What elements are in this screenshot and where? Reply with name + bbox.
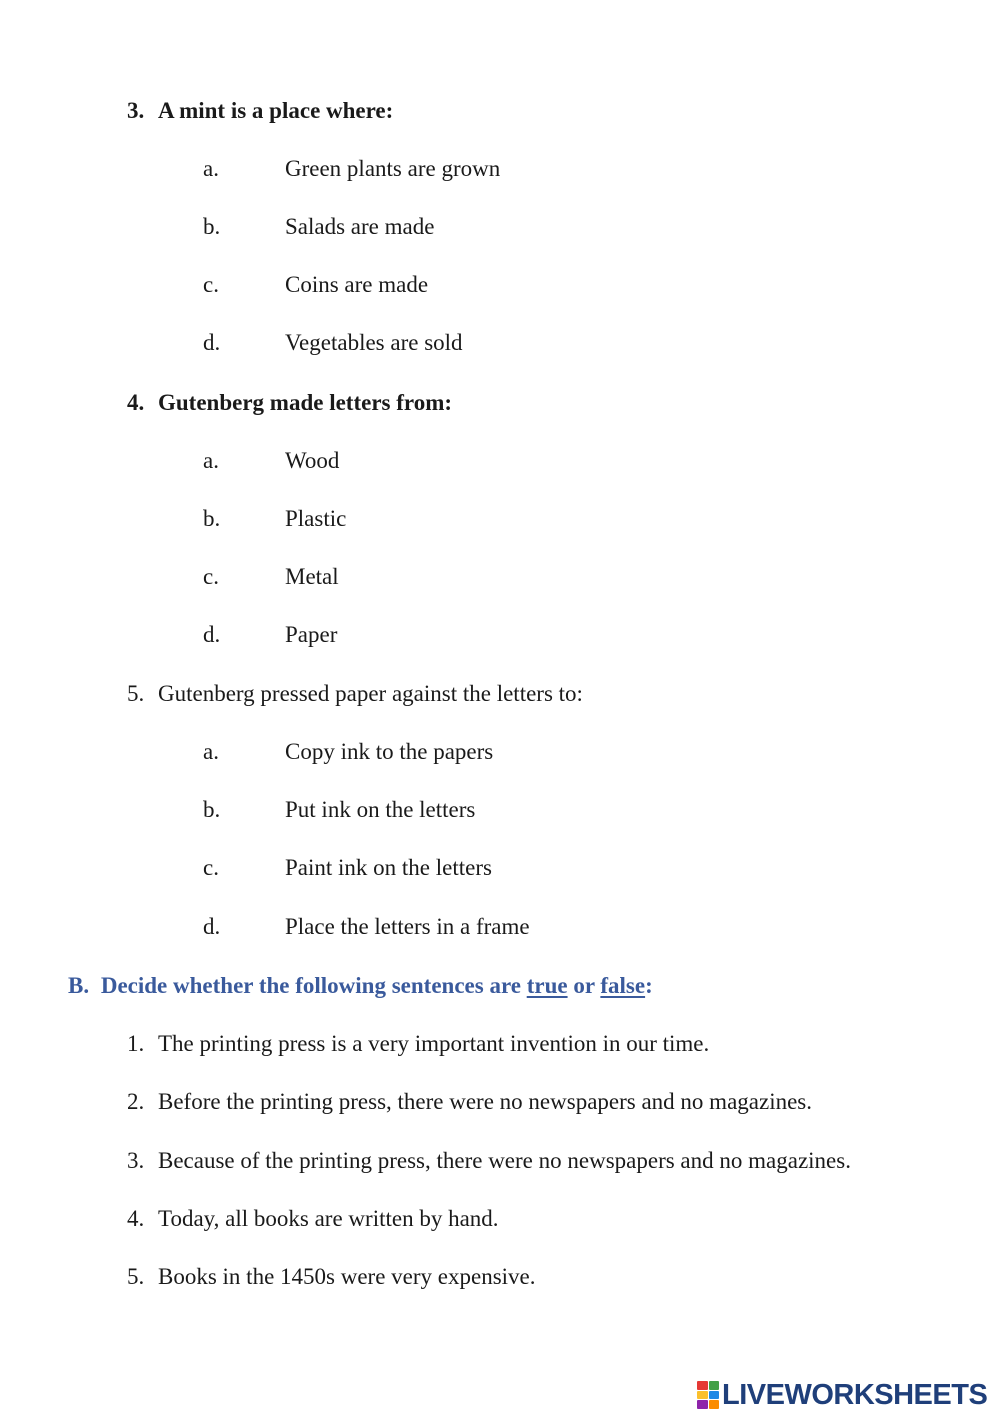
option-letter: b. — [203, 506, 221, 531]
tf-number: 2. — [127, 1089, 145, 1114]
option-letter: d. — [203, 330, 221, 355]
option-text[interactable]: Green plants are grown — [285, 156, 501, 181]
tf-sentence: Today, all books are written by hand. — [158, 1206, 499, 1231]
liveworksheets-logo — [697, 1378, 987, 1412]
option-letter: c. — [203, 272, 219, 297]
question-text: A mint is a place where: — [158, 98, 394, 123]
question-number: 5. — [127, 681, 145, 706]
question-number: 4. — [127, 390, 145, 415]
option-letter: b. — [203, 797, 221, 822]
section-b-heading — [68, 972, 653, 1000]
option-text[interactable]: Put ink on the letters — [285, 797, 476, 822]
question-text: Gutenberg made letters from: — [158, 390, 453, 415]
tf-number: 3. — [127, 1148, 145, 1173]
tf-sentence: Books in the 1450s were very expensive. — [158, 1264, 536, 1289]
option-text[interactable]: Vegetables are sold — [285, 330, 463, 355]
question-number: 3. — [127, 98, 145, 123]
option-text[interactable]: Paper — [285, 622, 338, 647]
section-text: Decide whether the following sentences are — [100, 973, 521, 998]
question-text: Gutenberg pressed paper against the letters to: — [158, 681, 583, 706]
option-text[interactable]: Plastic — [285, 506, 347, 531]
option-letter: c. — [203, 564, 219, 589]
option-letter: a. — [203, 448, 219, 473]
option-text[interactable]: Copy ink to the papers — [285, 739, 494, 764]
option-text[interactable]: Wood — [285, 448, 340, 473]
option-letter: c. — [203, 855, 219, 880]
option-text[interactable]: Paint ink on the letters — [285, 855, 492, 880]
logo-text: LIVEWORKSHEETS — [722, 1379, 988, 1411]
tf-number: 1. — [127, 1031, 145, 1056]
option-letter: a. — [203, 156, 219, 181]
option-text[interactable]: Place the letters in a frame — [285, 914, 530, 939]
tf-sentence: The printing press is a very important invention in our time. — [158, 1031, 710, 1056]
section-label: B. — [68, 973, 90, 998]
option-letter: d. — [203, 622, 221, 647]
tf-sentence: Before the printing press, there were no newspapers and no magazines. — [158, 1089, 812, 1114]
option-text[interactable]: Metal — [285, 564, 339, 589]
option-letter: a. — [203, 739, 219, 764]
option-text[interactable]: Salads are made — [285, 214, 435, 239]
option-letter: d. — [203, 914, 221, 939]
word-false: false — [600, 973, 646, 998]
tf-number: 4. — [127, 1206, 145, 1231]
option-letter: b. — [203, 214, 221, 239]
word-or: or — [573, 973, 595, 998]
tf-number: 5. — [127, 1264, 145, 1289]
tf-sentence: Because of the printing press, there were no newspapers and no magazines. — [158, 1148, 851, 1173]
heading-colon: : — [645, 973, 653, 998]
word-true: true — [526, 973, 568, 998]
option-text[interactable]: Coins are made — [285, 272, 429, 297]
logo-icon — [697, 1381, 719, 1409]
